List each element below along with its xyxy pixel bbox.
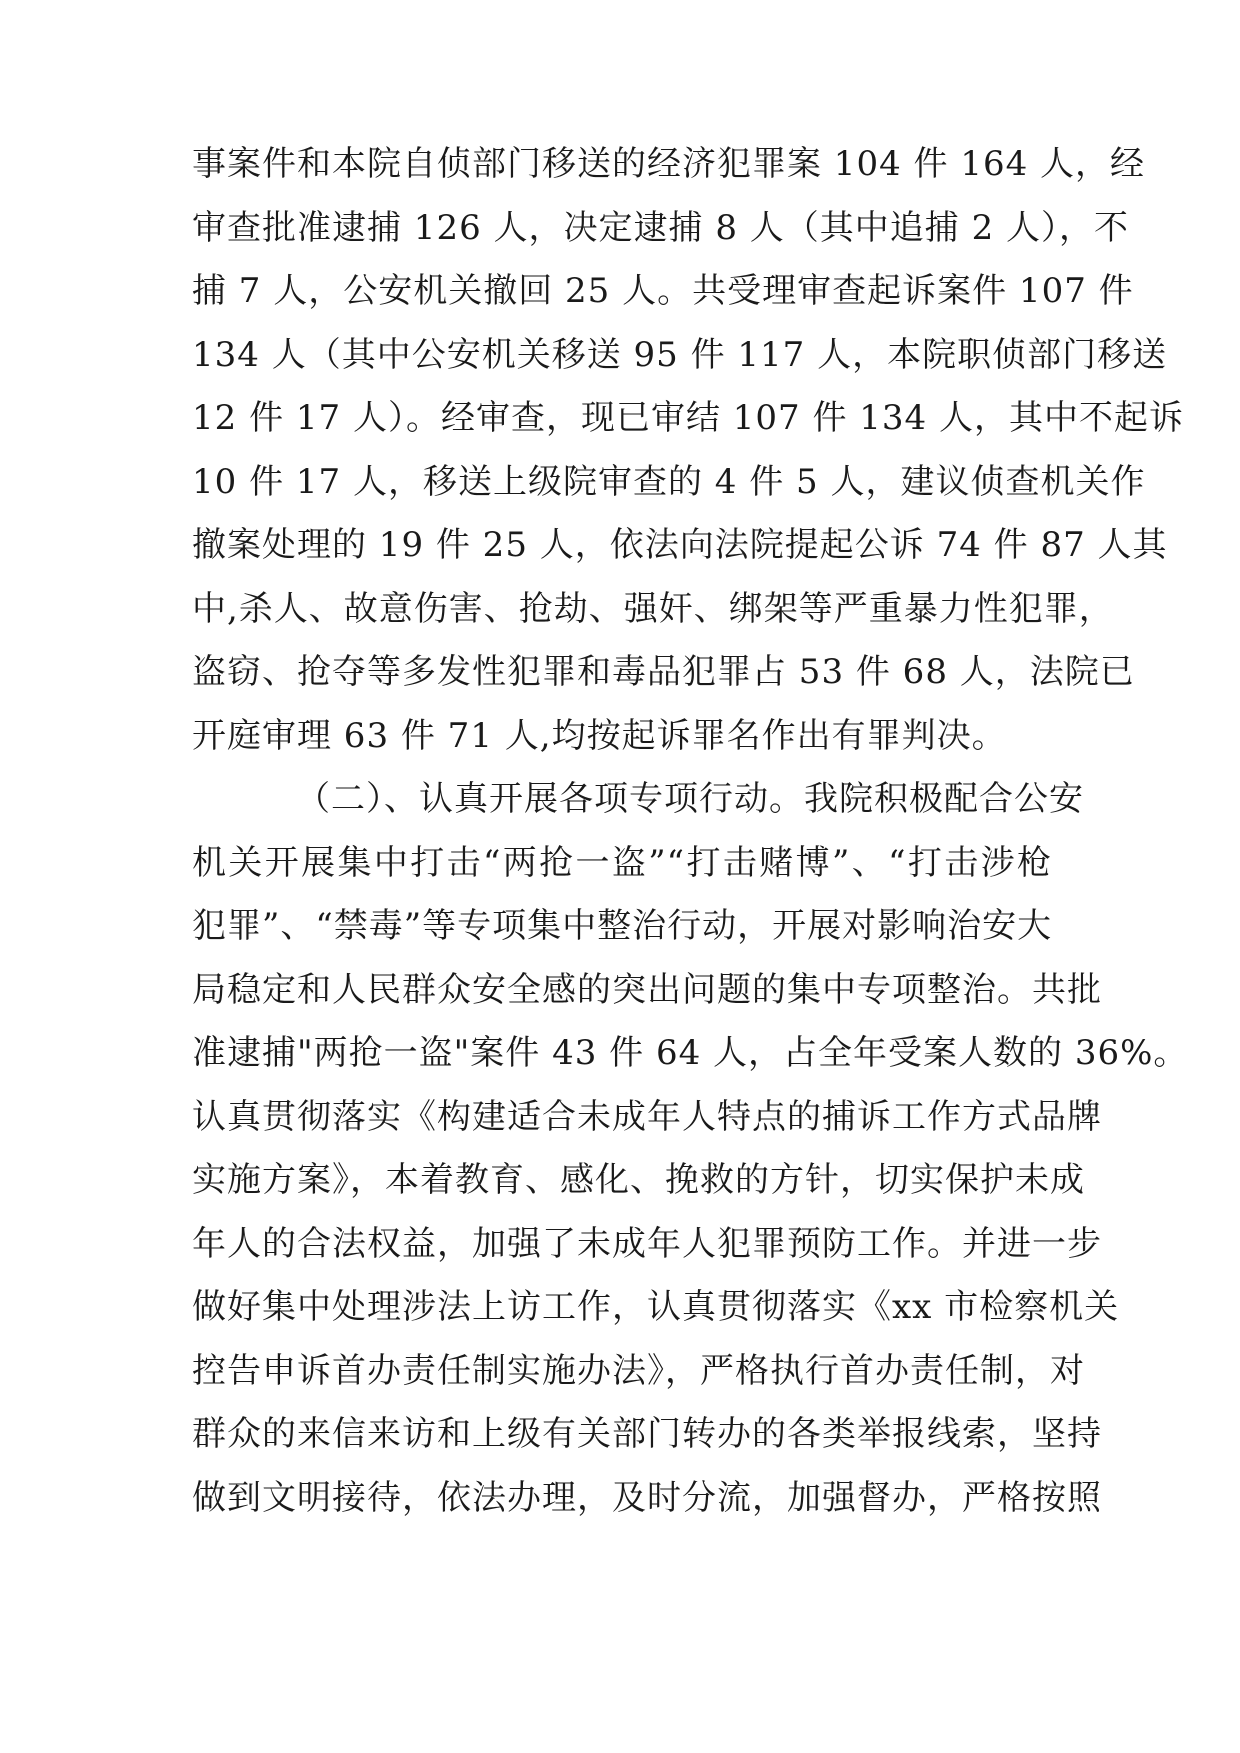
text-line: 实施方案》，本着教育、感化、挽救的方针，切实保护未成	[192, 1160, 1085, 1200]
text-line: 捕 7 人，公安机关撤回 25 人。共受理审查起诉案件 107 件	[192, 271, 1134, 311]
text-line: 局稳定和人民群众安全感的突出问题的集中专项整治。共批	[192, 969, 1102, 1010]
text-line: 中,杀人、故意伤害、抢劫、强奸、绑架等严重暴力性犯罪，	[192, 588, 1114, 629]
paragraph-case-statistics	[192, 133, 1184, 768]
text-line: 开庭审理 63 件 71 人,均按起诉罪名作出有罪判决。	[192, 715, 1007, 756]
text-line: 做好集中处理涉法上访工作，认真贯彻落实《xx 市检察机关	[192, 1287, 1120, 1327]
text-line: 控告申诉首办责任制实施办法》，严格执行首办责任制，对	[192, 1350, 1085, 1391]
text-line: 认真贯彻落实《构建适合未成年人特点的捕诉工作方式品牌	[192, 1096, 1102, 1137]
text-line: 机关开展集中打击“两抢一盗”“打击赌博”、“打击涉枪	[192, 842, 1052, 883]
text-line: 群众的来信来访和上级有关部门转办的各类举报线索，坚持	[192, 1414, 1102, 1454]
text-line: 10 件 17 人，移送上级院审查的 4 件 5 人，建议侦查机关作	[192, 461, 1146, 502]
paragraph-special-actions	[192, 768, 1189, 1530]
text-line: 134 人（其中公安机关移送 95 件 117 人，本院职侦部门移送	[192, 334, 1168, 375]
text-line: 年人的合法权益，加强了未成年人犯罪预防工作。并进一步	[192, 1223, 1102, 1264]
text-line: 事案件和本院自侦部门移送的经济犯罪案 104 件 164 人，经	[192, 144, 1146, 184]
text-line: 准逮捕"两抢一盗"案件 43 件 64 人，占全年受案人数的 36%。	[192, 1033, 1189, 1073]
text-line: 做到文明接待，依法办理，及时分流，加强督办，严格按照	[192, 1477, 1102, 1518]
text-line: 盗窃、抢夺等多发性犯罪和毒品犯罪占 53 件 68 人，法院已	[192, 652, 1135, 692]
text-line: 犯罪”、“禁毒”等专项集中整治行动，开展对影响治安大	[192, 906, 1053, 946]
section-heading-line: （二）、认真开展各项专项行动。我院积极配合公安	[296, 779, 1084, 819]
text-line: 审查批准逮捕 126 人，决定逮捕 8 人（其中追捕 2 人），不	[192, 207, 1130, 248]
text-line: 12 件 17 人）。经审查，现已审结 107 件 134 人，其中不起诉	[192, 398, 1184, 438]
text-line: 撤案处理的 19 件 25 人，依法向法院提起公诉 74 件 87 人其	[192, 525, 1168, 565]
